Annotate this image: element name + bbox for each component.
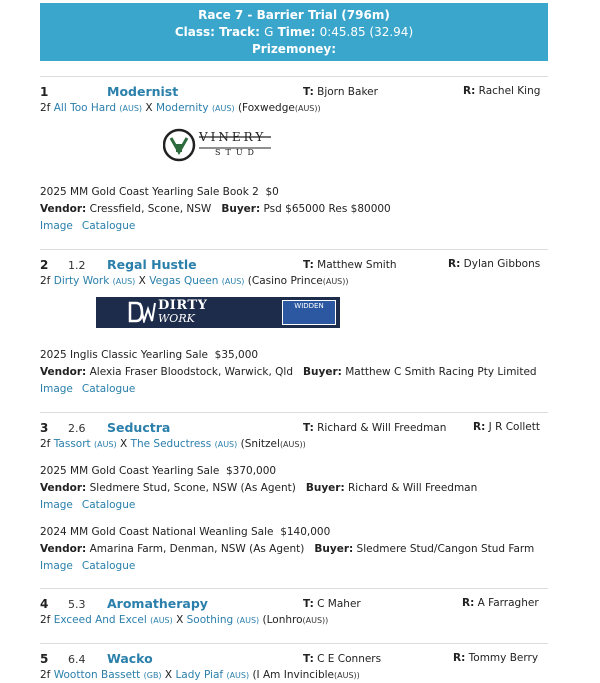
buyer-label: Buyer: — [314, 543, 354, 555]
track-value: G — [264, 25, 274, 39]
prizemoney-label: Prizemoney: — [252, 42, 336, 56]
buyer-label: Buyer: — [305, 482, 345, 494]
runner-divider — [40, 588, 548, 589]
class-label: Class: — [174, 25, 215, 39]
trainer-label: T: — [303, 598, 314, 610]
rider-label: R: — [453, 652, 466, 664]
damsire-country: (AUS)) — [279, 440, 306, 449]
sale-line — [40, 465, 276, 477]
vinery-stud-logo — [163, 126, 275, 164]
buyer-name: Richard & Will Freedman — [348, 482, 478, 494]
sale-line — [40, 349, 258, 361]
widden-text: WIDDEN — [294, 302, 324, 310]
rider-label: R: — [463, 85, 476, 97]
runner-price: 5.3 — [68, 598, 86, 611]
damsire: (Foxwedge — [237, 102, 295, 114]
sale-price: $0 — [265, 186, 279, 198]
rider — [448, 258, 540, 270]
cross-mark: X — [164, 669, 173, 681]
horse-name-seductra[interactable]: Seductra — [107, 420, 171, 435]
rider-name: Dylan Gibbons — [463, 258, 541, 270]
sale-links — [40, 560, 135, 572]
buyer-name: Sledmere Stud/Cangon Stud Farm — [356, 543, 535, 555]
vendor-buyer-line — [40, 366, 537, 378]
pedigree — [40, 438, 306, 450]
sale-name: 2025 MM Gold Coast Yearling Sale — [40, 465, 220, 477]
vendor-label: Vendor: — [40, 203, 87, 215]
image-link[interactable]: Image — [40, 560, 73, 572]
image-link[interactable]: Image — [40, 383, 73, 395]
runner-position: 1 — [40, 85, 49, 99]
sire-link[interactable]: Wootton Bassett — [53, 669, 141, 681]
damsire-country: (AUS)) — [334, 671, 360, 680]
dam-link[interactable]: Soothing — [186, 614, 234, 626]
dam-country: (AUS) — [221, 277, 245, 286]
vendor-label: Vendor: — [40, 543, 87, 555]
sire-link[interactable]: Exceed And Excel — [53, 614, 147, 626]
rider — [463, 85, 540, 97]
trainer — [303, 86, 378, 98]
race-header — [40, 3, 548, 61]
image-link[interactable]: Image — [40, 220, 73, 232]
sale-links — [40, 220, 135, 232]
dam-country: (AUS) — [211, 104, 235, 113]
vendor-label: Vendor: — [40, 366, 87, 378]
vendor-buyer-line — [40, 203, 391, 215]
runner-divider — [40, 643, 548, 644]
runner-position: 4 — [40, 597, 49, 611]
horse-name-modernist[interactable]: Modernist — [107, 84, 179, 99]
runner-price: 6.4 — [68, 653, 86, 666]
logo-subtext: WORK — [158, 312, 195, 325]
dam-country: (AUS) — [214, 440, 238, 449]
horse-name-regal-hustle[interactable]: Regal Hustle — [107, 257, 197, 272]
trainer — [303, 422, 446, 434]
sale-price: $140,000 — [280, 526, 331, 538]
buyer-name: Matthew C Smith Racing Pty Limited — [345, 366, 537, 378]
sale-line — [40, 186, 279, 198]
sire-country: (GB) — [143, 671, 162, 680]
runner-position: 3 — [40, 421, 49, 435]
dam-country: (AUS) — [226, 671, 250, 680]
sale-name: 2025 MM Gold Coast Yearling Sale Book 2 — [40, 186, 259, 198]
age-sex: 2f — [40, 102, 51, 114]
rider — [453, 652, 538, 664]
sire-country: (AUS) — [94, 440, 117, 449]
vendor-name: Cressfield, Scone, NSW — [89, 203, 212, 215]
buyer-name: Psd $65000 Res $80000 — [263, 203, 391, 215]
rider — [462, 597, 539, 609]
sire-country: (AUS) — [119, 104, 143, 113]
runner-divider — [40, 412, 548, 413]
trainer — [303, 653, 381, 665]
cross-mark: X — [145, 102, 153, 114]
sire-link[interactable]: All Too Hard — [53, 102, 117, 114]
runner-position: 2 — [40, 258, 49, 272]
trainer-name: Richard & Will Freedman — [317, 422, 447, 434]
sale-name: 2025 Inglis Classic Yearling Sale — [40, 349, 208, 361]
runner-price: 1.2 — [68, 259, 86, 272]
horse-name-aromatherapy[interactable]: Aromatherapy — [107, 596, 208, 611]
sale-links — [40, 383, 135, 395]
damsire-country: (AUS)) — [294, 104, 321, 113]
damsire: (Snitzel — [240, 438, 280, 450]
vendor-buyer-line — [40, 543, 534, 555]
runner-divider — [40, 76, 548, 77]
catalogue-link[interactable]: Catalogue — [81, 560, 136, 572]
pedigree — [40, 614, 328, 626]
pedigree — [40, 102, 321, 114]
pedigree — [40, 275, 349, 287]
time-label: Time: — [277, 25, 316, 39]
track-label: Track: — [219, 25, 260, 39]
damsire-country: (AUS)) — [302, 616, 329, 625]
rider-label: R: — [473, 421, 486, 433]
sire-link[interactable]: Tassort — [53, 438, 91, 450]
sale-links — [40, 499, 135, 511]
pedigree — [40, 669, 360, 681]
sale-price: $370,000 — [226, 465, 277, 477]
vendor-name: Amarina Farm, Denman, NSW (As Agent) — [89, 543, 305, 555]
trainer — [303, 259, 397, 271]
buyer-label: Buyer: — [221, 203, 261, 215]
age-sex: 2f — [40, 614, 51, 626]
trainer-label: T: — [303, 259, 314, 271]
dam-link[interactable]: Lady Piaf — [175, 669, 224, 681]
cross-mark: X — [138, 275, 146, 287]
runner-divider — [40, 249, 548, 250]
widden-badge — [282, 300, 336, 325]
rider-name: Tommy Berry — [468, 652, 539, 664]
age-sex: 2f — [40, 275, 51, 287]
vendor-label: Vendor: — [40, 482, 87, 494]
logo-text: DIRTY — [158, 298, 208, 313]
dirty-work-banner — [96, 297, 340, 328]
trainer-label: T: — [303, 422, 314, 434]
damsire: (Lonhro — [262, 614, 303, 626]
damsire: (Casino Prince — [247, 275, 323, 287]
race-title: Race 7 - Barrier Trial (796m) — [198, 8, 390, 22]
sale-name: 2024 MM Gold Coast National Weanling Sale — [40, 526, 274, 538]
rider-name: Rachel King — [478, 85, 541, 97]
trainer-name: C E Conners — [317, 653, 382, 665]
vendor-name: Alexia Fraser Bloodstock, Warwick, Qld — [89, 366, 294, 378]
dam-link[interactable]: The Seductress — [130, 438, 212, 450]
trainer-name: Matthew Smith — [317, 259, 397, 271]
dam-link[interactable]: Modernity — [155, 102, 209, 114]
rider-name: J R Collett — [488, 421, 540, 433]
sale-price: $35,000 — [214, 349, 259, 361]
logo-subtext: STUD — [215, 148, 259, 157]
dam-link[interactable]: Vegas Queen — [149, 275, 219, 287]
image-link[interactable]: Image — [40, 499, 73, 511]
vendor-name: Sledmere Stud, Scone, NSW (As Agent) — [89, 482, 296, 494]
sire-country: (AUS) — [112, 277, 136, 286]
catalogue-link[interactable]: Catalogue — [81, 220, 136, 232]
trainer-name: C Maher — [317, 598, 361, 610]
sale-line — [40, 526, 330, 538]
vendor-buyer-line — [40, 482, 477, 494]
sire-country: (AUS) — [150, 616, 173, 625]
trainer-label: T: — [303, 653, 314, 665]
catalogue-link[interactable]: Catalogue — [81, 383, 136, 395]
buyer-label: Buyer: — [303, 366, 342, 378]
trainer-label: T: — [303, 86, 314, 98]
catalogue-link[interactable]: Catalogue — [81, 499, 136, 511]
rider — [473, 421, 540, 433]
dw-monogram-icon — [128, 301, 156, 323]
horse-name-wacko[interactable]: Wacko — [107, 651, 153, 666]
rider-name: A Farragher — [477, 597, 539, 609]
runner-position: 5 — [40, 652, 49, 666]
runner-price: 2.6 — [68, 422, 86, 435]
damsire-country: (AUS)) — [322, 277, 349, 286]
time-value: 0:45.85 (32.94) — [319, 25, 414, 39]
rider-label: R: — [448, 258, 461, 270]
age-sex: 2f — [40, 669, 51, 681]
trainer — [303, 598, 361, 610]
damsire: (I Am Invincible — [252, 669, 335, 681]
age-sex: 2f — [40, 438, 51, 450]
logo-text: VINERY — [199, 130, 267, 144]
cross-mark: X — [120, 438, 128, 450]
trainer-name: Bjorn Baker — [317, 86, 378, 98]
race-details — [40, 24, 548, 41]
cross-mark: X — [176, 614, 184, 626]
sire-link[interactable]: Dirty Work — [53, 275, 110, 287]
dam-country: (AUS) — [236, 616, 260, 625]
rider-label: R: — [462, 597, 475, 609]
